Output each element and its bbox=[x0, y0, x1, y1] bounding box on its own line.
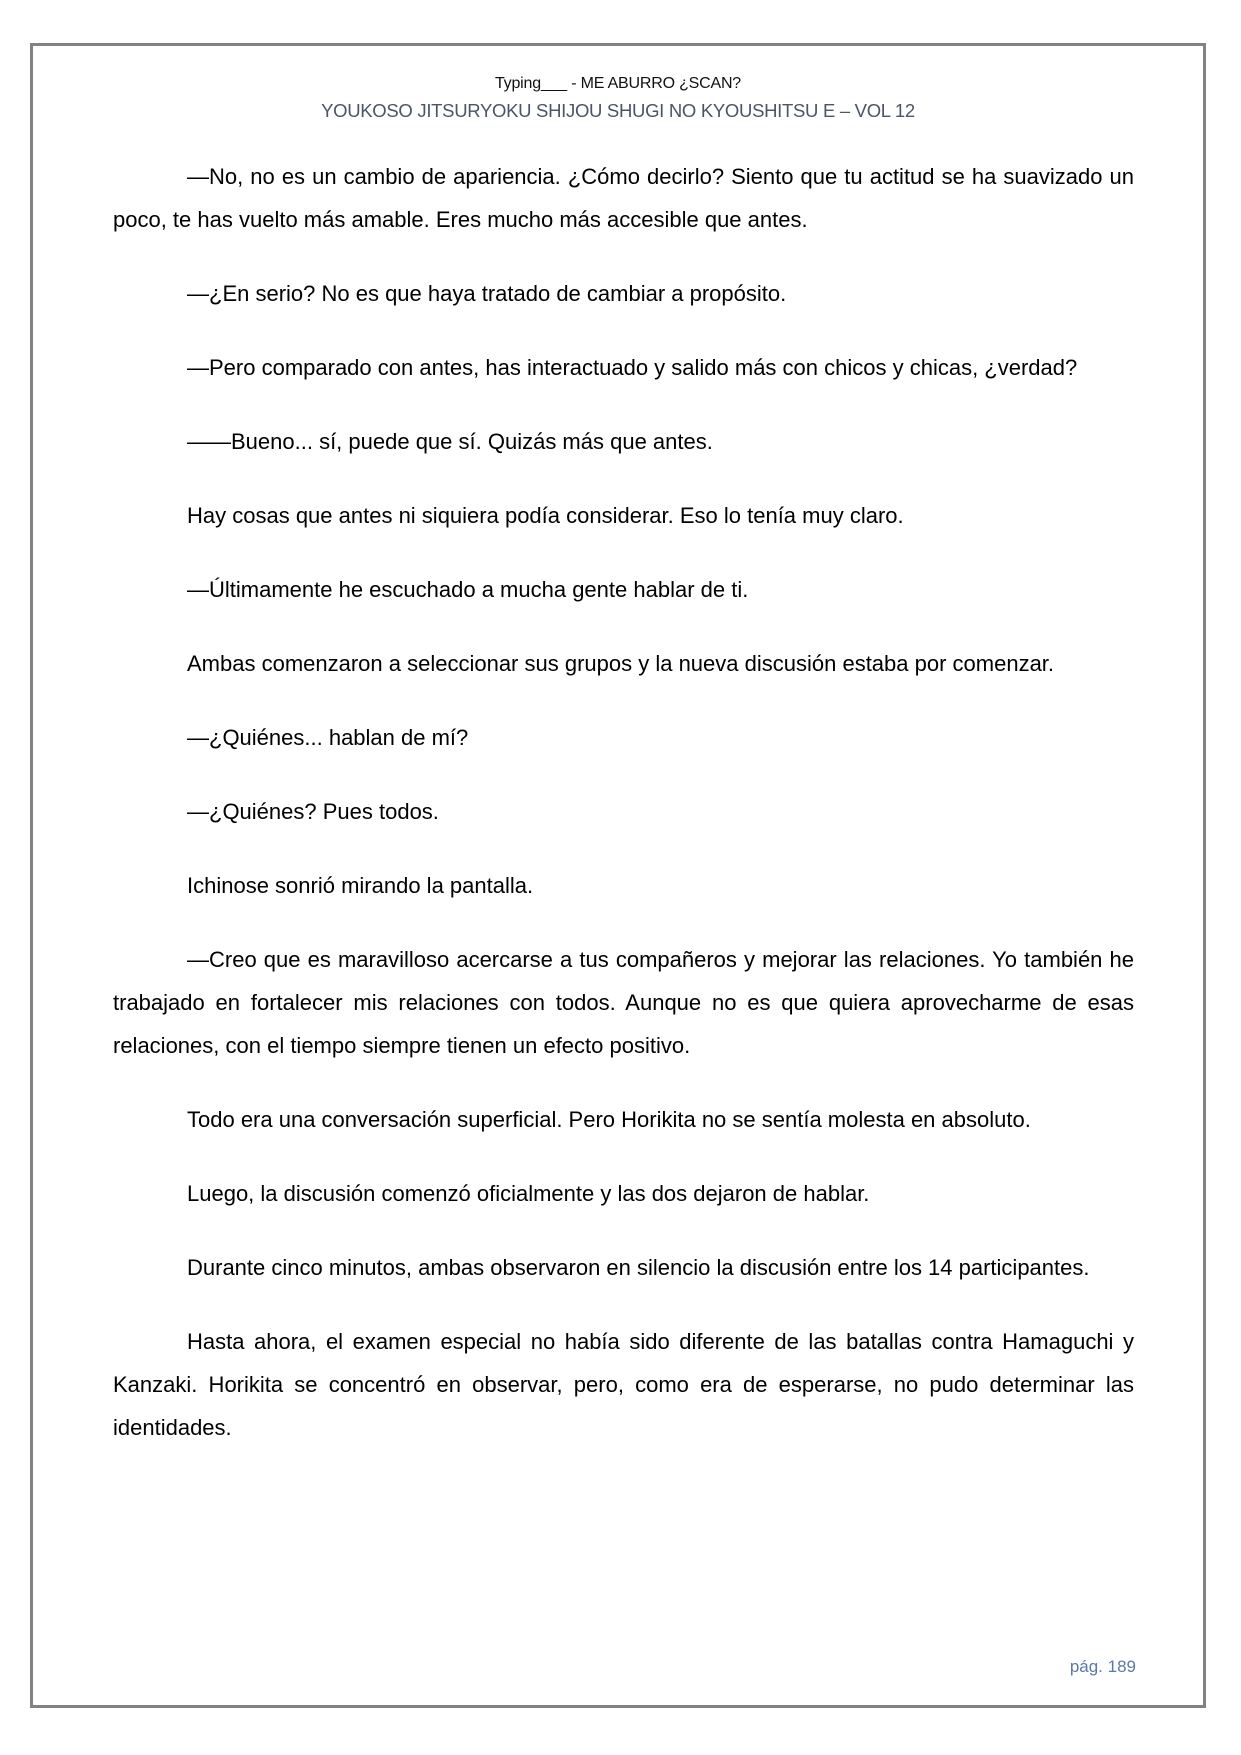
paragraph: —¿Quiénes? Pues todos. bbox=[187, 799, 439, 824]
paragraph: Hasta ahora, el examen especial no había sido diferente de las batallas contra Hamaguchi y Kanzaki. Horikita se concentró en observar, pero, como era de esperarse, no pudo determinar las identidades. bbox=[113, 1329, 1134, 1440]
paragraph: Todo era una conversación superficial. Pero Horikita no se sentía molesta en absoluto. bbox=[187, 1107, 1031, 1132]
paragraph: —No, no es un cambio de apariencia. ¿Cómo decirlo? Siento que tu actitud se ha suavizado un poco, te has vuelto más amable. Eres mucho más accesible que antes. bbox=[113, 164, 1134, 232]
body-text bbox=[113, 155, 1134, 1480]
paragraph: —Pero comparado con antes, has interactuado y salido más con chicos y chicas, ¿verdad? bbox=[187, 355, 1078, 380]
paragraph: Durante cinco minutos, ambas observaron en silencio la discusión entre los 14 participantes. bbox=[187, 1255, 1090, 1280]
paragraph: Ambas comenzaron a seleccionar sus grupos y la nueva discusión estaba por comenzar. bbox=[187, 651, 1055, 676]
paragraph: ——Bueno... sí, puede que sí. Quizás más que antes. bbox=[187, 429, 713, 454]
paragraph: Hay cosas que antes ni siquiera podía considerar. Eso lo tenía muy claro. bbox=[187, 503, 904, 528]
paragraph: —¿En serio? No es que haya tratado de cambiar a propósito. bbox=[187, 281, 787, 306]
page-number: pág. 189 bbox=[1069, 1657, 1136, 1676]
paragraph: Luego, la discusión comenzó oficialmente y las dos dejaron de hablar. bbox=[187, 1181, 870, 1206]
paragraph: —Creo que es maravilloso acercarse a tus compañeros y mejorar las relaciones. Yo también he trabajado en fortalecer mis relaciones con todos. Aunque no es que quiera aprovecharme de esas relaciones, con el tiempo siempre tienen un efecto positivo. bbox=[113, 947, 1134, 1058]
paragraph: —¿Quiénes... hablan de mí? bbox=[187, 725, 469, 750]
header-scanlation-credit: Typing___ - ME ABURRO ¿SCAN? bbox=[494, 75, 742, 92]
header-book-title: YOUKOSO JITSURYOKU SHIJOU SHUGI NO KYOUSHITSU E – VOL 12 bbox=[321, 100, 915, 121]
paragraph: Ichinose sonrió mirando la pantalla. bbox=[187, 873, 534, 898]
paragraph: —Últimamente he escuchado a mucha gente hablar de ti. bbox=[187, 577, 749, 602]
